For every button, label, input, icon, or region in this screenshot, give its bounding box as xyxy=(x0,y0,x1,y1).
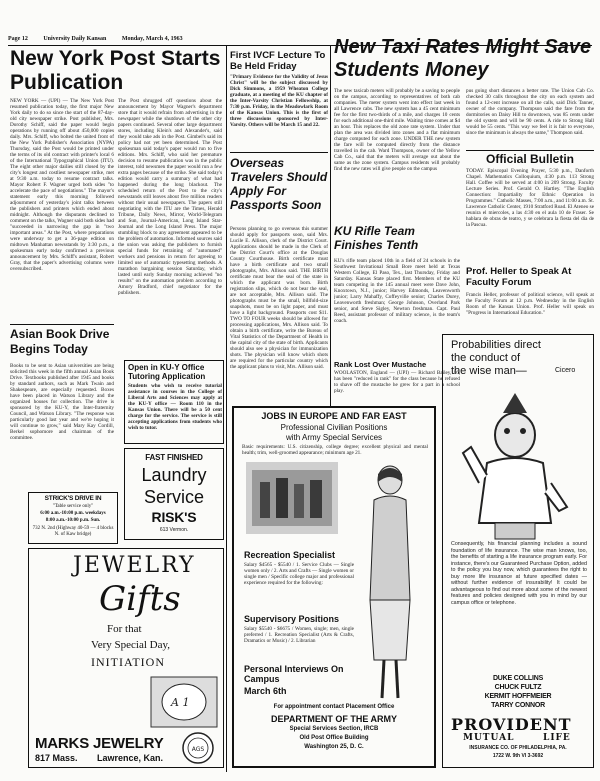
jewelry-for: For that xyxy=(107,623,142,635)
laundry-top: FAST FINISHED xyxy=(145,453,203,462)
laundry-line-2: Service xyxy=(143,487,205,507)
interviews-title: Personal Interviews On Campus xyxy=(244,664,344,684)
jobs-department: DEPARTMENT OF THE ARMY xyxy=(271,714,397,724)
kuy-title: Open in KU-Y Office Tutoring Application xyxy=(128,363,206,381)
jobs-subtitle-1: Professional Civilian Positions xyxy=(280,423,388,432)
agent-3: KERMIT HOFFMEIER xyxy=(484,693,552,700)
jewelry-title: JEWELRY xyxy=(73,553,196,578)
headline-rifle-team: KU Rifle Team Finishes Tenth xyxy=(334,224,419,252)
provident-brand-3: LIFE xyxy=(543,733,571,743)
heller-body: Francis Heller, professor of political science, will speak at the Faculty Forum at 12 p.m. Wednesday in the English Room of the Kansas Union. Prof. Heller will speak on "Progress in International Education." xyxy=(466,292,594,316)
ny-post-column-1: NEW YORK — (UPI) — The New York Post resumed publication today, the first major New York daily to do so since the start of the 87-day-old city newspaper strike. Post publisher, Mrs. Dorothy Schiff, said the paper would begin operations by running off about 450,000 copies daily. Mrs. Schiff, who bolted the united front of the New York Publisher's Association (NYPA) Thursday, said the Post would be printed under the terms of its old contract with printer's local 6 of the International Typographical Union (ITU). The eight other major dailies still closed by the city's longest and costliest newspaper strike, met at 9:30 a.m. today to resume contract talks. Mayor Robert F. Wagner urged both sides "to accelerate the pace of negotiations." The mayor's statement early this morning followed adjournment of yesterday's joint talks between the publishers and printers which ended about midnight. Although the disputants declined to comment on the talks, Wagner said both sides had "succeeded in narrowing the gap in "two important areas." At the Post, where preparations were underway to get a 36-page edition on midtown Manhattan newsstands by 3:30 p.m., a spokesman early today confirmed a previous announcement by Mrs. Schiff's assistant, Robert Gray, that the paper's advertising columns were oversubscribed. xyxy=(10,98,114,272)
quote-line-3: the wise man— xyxy=(451,365,527,377)
ny-post-column-2: The Post shrugged off questions about the announcement by Mayor Wagner's department store that it would refrain from advertising in the newspaper while the shutdown of the other city papers continued. Several other large department stores, including Klein's and Alexander's, said they would take ads in the Post. Gimbel's said its policy had not yet been determined. The Post spokesman said today's paper would run to five editions. Mrs. Schiff, who said her premature decision to resume publication was in the public interest, told newsmen the paper would run a few extra pages because of the strike. She said today's edition would carry a summary of what had happened during the long blackout. The scheduled return of the Post to the city's newsstands still leaves about five million readers without their usual newspapers. The papers still negotiating with the ITU are the Times, Herald Tribune, Daily News, Mirror, World-Telegram and Sun, Journal-American, Long Island Star-Journal and the Long Island Press. The major stumbling block to any agreement appeared to be the problem of automation. Informed sources said the union was asking the publishers to furnish special funds for retraining of "automated" workers and pensions in return for agreeing to limited use of automatic typesetting methods. A marathon bargaining session Saturday, which lasted until early Sunday morning achieved "no results" on the automation problem according to Amory Bradford, chief negotiator for the publishers. xyxy=(118,98,222,296)
headline-mustache: Rank Lost Over Mustache xyxy=(334,360,427,369)
jobs-title: JOBS IN EUROPE AND FAR EAST xyxy=(261,411,407,421)
kuy-body: Students who wish to receive tutorial assistance in courses in the College of Liberal Arts and Sciences may apply at the KU-Y office — Room 110 in the Kansas Union. There will be a 50 cent charge for the service. The service is still accepting applications from students who wish to tutor. xyxy=(128,383,222,431)
laundry-name: RISK'S xyxy=(151,509,197,525)
supervisory-body: Salary $5540 - $6675 / Women, single; men, single preferred / 1. Recreation Specialist (Arts & Crafts, Dramatics or Music) / 2. Librarian xyxy=(244,626,354,644)
jewelry-city: Lawrence, Kan. xyxy=(97,753,164,763)
jewelry-gifts: Gifts xyxy=(99,579,181,619)
stricks-line-3: 8:00 a.m.-10:00 p.m. Sun. xyxy=(45,518,101,523)
stricks-line-1: "Table service only" xyxy=(52,504,94,509)
quote-line-1: Probabilities direct xyxy=(451,339,541,351)
agent-2: CHUCK FULTZ xyxy=(494,684,542,691)
stricks-line-4: 732 N. 2nd (Highway 40-59 — 4 blocks N. of Kaw bridge) xyxy=(32,526,114,537)
army-jobs-ad xyxy=(232,406,436,768)
jewelry-address: 817 Mass. xyxy=(35,753,78,763)
jobs-photo xyxy=(246,462,338,534)
headline-passports: Overseas Travelers Should Apply For Passports Soon xyxy=(230,156,328,212)
stricks-title: STRICK'S DRIVE IN xyxy=(44,495,102,502)
jewelry-brand: MARKS JEWELRY xyxy=(35,735,164,752)
headline-official-bulletin: Official Bulletin xyxy=(485,152,574,166)
issue-date: Monday, March 4, 1963 xyxy=(121,36,183,42)
paper-name: University Daily Kansan xyxy=(43,36,107,42)
jobs-city: Washington 25, D. C. xyxy=(304,744,364,750)
rifle-team-body: KU's rifle team placed 10th in a field of 24 schools in the Southwest Invitational Small Bore meet held at Texas Western College, El Paso, Tex., last Thursday, Friday and Saturday. Kansas State placed first. Members of the KU team competing in the 145 annual meet were Dave John, Knoxtown, N.J., junior; Harvey Edmonds, Leavenworth junior; Larry Mahaffy, Coffeyville senior; Charles Durey, Leavenworth freshman; George Johnson, Overland Park senior, and Steve Sigley, Newton freshman. Capt. Paul Reed, assistant professor of military science, is the team's coach. xyxy=(334,258,460,324)
laundry-ad xyxy=(124,448,224,540)
jobs-requirements: Basic requirements: U.S. citizenship, college degree; excellent physical and mental health; trim, well-groomed appearance; minimum age 21. xyxy=(242,444,428,456)
asian-book-drive-body: Books to be sent to Asian universities are being solicited this week in the fifth annual Asian Book Drive. Textbooks published after 1945 and books by standard authors, such as Mark Twain and Shakespeare, are especially requested. Boxes have been placed in Watson Library and the organized houses for collection. The drive is sponsored by the KU-Y, the Inter-fraternity Council, and Watson Library. "The response was particularly good last year and we're hoping it will continue to grow," said Mary Kay Cordill, Berkel sophomore and chairman of the committee. xyxy=(10,363,114,441)
provident-brand-2: MUTUAL xyxy=(463,733,515,743)
recreation-title: Recreation Specialist xyxy=(244,550,336,560)
agent-1: DUKE COLLINS xyxy=(492,675,544,682)
kuy-tutoring-box xyxy=(124,360,224,444)
supervisory-title: Supervisory Positions xyxy=(244,614,340,624)
cicero-statue-illustration xyxy=(455,383,575,543)
provident-company: INSURANCE CO. OF PHILADELPHIA, PA. xyxy=(469,745,567,751)
recreation-body: Salary $4565 - $5540 / 1. Service Clubs — Single women only / 2. Arts and Crafts — Single women or single men / Specific college major and professional experience required for the following: xyxy=(244,562,354,586)
ring-box-illustration xyxy=(149,675,219,729)
jobs-appointment: For appointment contact Placement Office xyxy=(273,704,395,710)
laundry-address: 613 Vermon. xyxy=(159,527,189,533)
passports-body: Persons planning to go overseas this summer should apply for passports soon, said Mrs. Lucile E. Allison, clerk of the District Court. Applications should be made in the Clerk of the District Court's office at the Douglas County Courthouse. Birth certificate must have a birth certificate and two small photographs, Mrs. Allison said. THE BIRTH certificate must bear the seal of the state in which the applicant was born. Birth registration slips, which do not bear the seal, are not acceptable, Mrs. Allison said. The photographs must be the small, billfold-size snapshots, must be on light paper, and must have a light background. Passports cost $11. TWO TO FOUR weeks should be allowed for processing applications, Mrs. Allison said. To obtain a birth certificate, write the Bureau of Vital Statistics of the Department of Health in the capital city of the state of birth. Applicants should also see a physician for immunization shots. The physician will know which shots are required for the particular country which the applicant plans to visit, Mrs. Allison said. xyxy=(230,226,328,370)
provident-mutual-ad xyxy=(442,334,594,768)
woman-illustration xyxy=(354,460,426,706)
jobs-subtitle-2: with Army Special Services xyxy=(285,433,383,442)
headline-asian-book-drive: Asian Book Drive Begins Today xyxy=(10,327,110,356)
agent-4: TARRY CONNOR xyxy=(491,702,545,709)
jewelry-very: Very Special Day, xyxy=(91,639,171,651)
marks-jewelry-ad xyxy=(28,548,224,768)
interviews-date: March 6th xyxy=(244,686,287,696)
headline-heller: Prof. Heller to Speak At Faculty Forum xyxy=(466,266,572,288)
stricks-line-2: 6:00 a.m.-10:00 p.m. weekdays xyxy=(40,511,106,516)
official-bulletin-body: TODAY. Episcopal Evening Prayer, 5:30 p.m., Danforth Chapel. Mathematics Colloquium, 4:30 p.m. 113 Strong Hall. Coffee will be served at 4:00 in 209 Strong. Faculty Lecture Series. Prof. Gerald O. Hartley. "The English Connection: Impartiality for Ethnic Operation in Programmes." Catholic Masses, 7:00 a.m., and 11:00 a.m. St. Lawrence Catholic Center, 1910 Stratford Road. El Ateneo se reunira el miercoles, a las 4:30 en el aula 10 de Fraser. Se hablara de obras de teatro, y se celebrara la fiesta del dia de la Pascua. xyxy=(466,168,594,228)
ivcf-body: "Primary Evidence for the Validity of Jesus Christ" will be the subject discussed by Dick Simmons, a 1959 Wheaton College graduate, at a meeting of the KU chapter of the Inter-Varsity Christian Fellowship, at 7:30 p.m. Friday, in the Meadowlark Room of the Kansas Union. This is the first of three discussions sponsored by Inter-Varsity. Others will be March 15 and 22. xyxy=(230,74,328,128)
svg-text:AGS: AGS xyxy=(191,746,205,753)
headline-ny-post: New York Post Starts Publication xyxy=(10,47,221,94)
page-number: Page 12 xyxy=(8,36,28,42)
provident-brand: PROVIDENT xyxy=(451,715,572,734)
quote-line-2: the conduct of xyxy=(451,352,521,364)
svg-text:A 1: A 1 xyxy=(171,696,190,709)
gem-society-seal xyxy=(181,731,215,765)
mustache-body: WOOLASTON, England — (UPI) — Richard Bailey, 16, has been "reduced in rank" for the class because he refused to shave off the mustache he grew for a part in a school play. xyxy=(334,370,460,394)
headline-taxi-rates: New Taxi Rates Might Save Students Money xyxy=(334,36,592,81)
jobs-building: Old Post Office Building xyxy=(299,735,369,741)
provident-body: Consequently, his financial planning includes a sound foundation of life insurance. The wise man knows, too, the benefits of starting a life insurance program early. For instance, there's our Guaranteed Purchase Option, added to the policy you buy now, which guarantees the right to buy more life insurance at future specified dates — without further evidence of insurability! It could be advantageous to find out more about some of the newest features and policies designed with you in mind by our campus office or telephone. xyxy=(451,541,587,606)
laundry-line-1: Laundry xyxy=(141,465,207,485)
jewelry-initiation: INITIATION xyxy=(91,655,165,669)
provident-phone: 1722 W. 9th VI 3-3692 xyxy=(492,753,544,759)
taxi-column-1: The new taxicab meters will probably be a saving to people on the campus, according to representatives of both cab companies. The meter system went into effect last week in all Lawrence cabs. The new system has a 45 cent minimum fee for the first two-thirds of a mile, and charges 10 cents for each additional one-third mile. Waiting time comes at $4 an hour. This replaces the old zone rate system. Under that plan the area was divided into zones and a flat minimum charge computed for each zone. UNDER THE new system the fare will be computed directly from the distance travelled in the cab. Ward Thompson, owner of the Yellow Cab Co., said that the meters will average out about the same as the zone system. Campus residents will probably find the new rates will give people on the campus xyxy=(334,88,460,172)
headline-ivcf: First IVCF Lecture To Be Held Friday xyxy=(230,50,326,72)
stricks-drive-in-ad xyxy=(28,492,118,544)
taxi-column-2: pus going short distances a better rate. The Union Cab Co. checked 30 calls throughout the city on each system and found a 12-cent increase on all the calls, said Dick Tanner, owner of the company. Thompson said the fare from the dormitories on Daisy Hill to downtown, was 85 cents under the old system and will be 90 cents. A ride to Strong Hall would be 55 cents. "This way we feel it is fair to everyone, since the minimum is always the same," Thompson said. xyxy=(466,88,594,136)
jobs-division: Special Services Section, IRCB xyxy=(289,726,379,732)
quote-attribution: Cicero xyxy=(555,367,576,374)
